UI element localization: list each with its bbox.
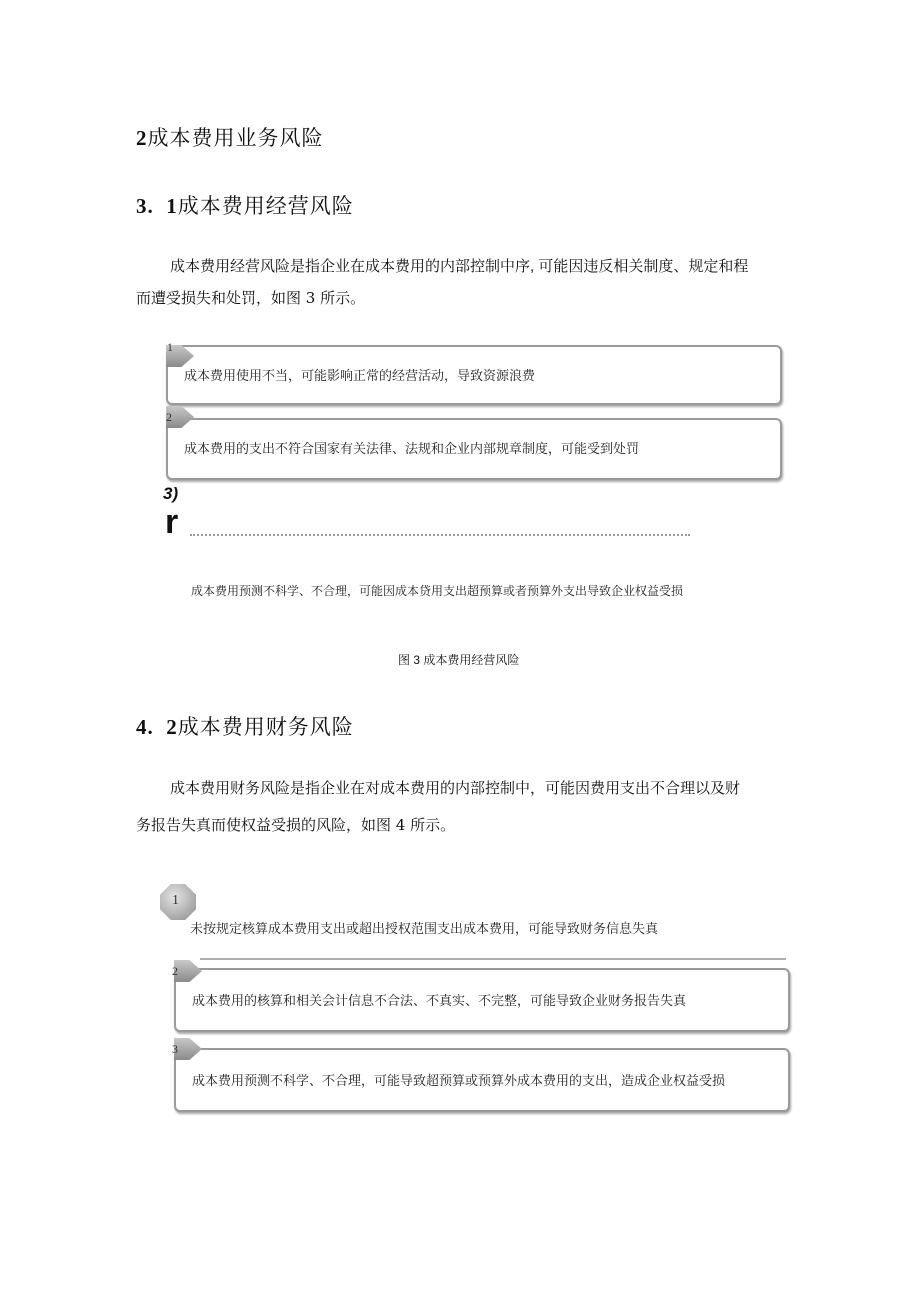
paragraph-line-2: 而遭受损失和处罚，如图 3 所示。 [136,289,366,307]
paragraph-line: , 可能因违反相关制度、规定和程 [530,258,749,275]
figure-3-caption: 图 3 成本费用经营风险 [398,653,520,667]
heading-number: 3. 1 [136,194,178,218]
cropped-text-strip [190,534,690,542]
heading-number: 2 [136,126,148,150]
artifact-number: 3) [163,484,179,503]
section-heading-2 [136,122,324,152]
heading-text: 成本费用业务风险 [147,126,324,150]
section-heading-4-2 [136,711,354,741]
heading-number: 4. 2 [136,715,178,739]
risk-box-1 [166,345,782,405]
risk-box-3 [174,1048,790,1112]
risk-box-text: 成本费用的核算和相关会计信息不合法、不真实、不完整，可能导致企业财务报告失真 [192,994,687,1009]
paragraph-operating-risk [170,250,748,283]
risk-item-1-text: 未按规定核算成本费用支出或超出授权范围支出成本费用，可能导致财务信息失真 [190,922,659,937]
heading-text: 成本费用财务风险 [177,715,354,739]
step-number: 1 [167,340,173,354]
risk-box-2 [174,968,790,1032]
paragraph-financial-risk: 成本费用财务风险是指企业在对成本费用的内部控制中，可能因费用支出不合理以及财 [170,779,741,797]
section-heading-3-1 [136,190,354,220]
step-number: 2 [172,964,178,978]
paragraph-line: 成本费用经营风险是指企业在成本费用的内部控制中序 [170,257,531,275]
risk-item-3-text: 成本费用预测不科学、不合理，可能因成本贷用支出超预算或者预算外支出导致企业权益受损 [191,584,684,598]
risk-box-2 [166,418,782,480]
step-number: 3 [172,1042,178,1056]
risk-box-text: 成本费用使用不当，可能影响正常的经营活动，导致资源浪费 [184,369,536,384]
divider [200,958,786,960]
risk-box-text: 成本费用预测不科学、不合理，可能导致超预算或预算外成本费用的支出，造成企业权益受损 [192,1074,726,1089]
paragraph-line-2: 务报告失真而使权益受损的风险，如图 4 所示。 [136,816,456,834]
artifact-glyph: r [165,503,179,541]
risk-box-text: 成本费用的支出不符合国家有关法律、法规和企业内部规章制度，可能受到处罚 [184,442,640,457]
heading-text: 成本费用经营风险 [177,194,354,218]
step-number: 2 [166,410,172,424]
step-number: 1 [172,893,179,908]
